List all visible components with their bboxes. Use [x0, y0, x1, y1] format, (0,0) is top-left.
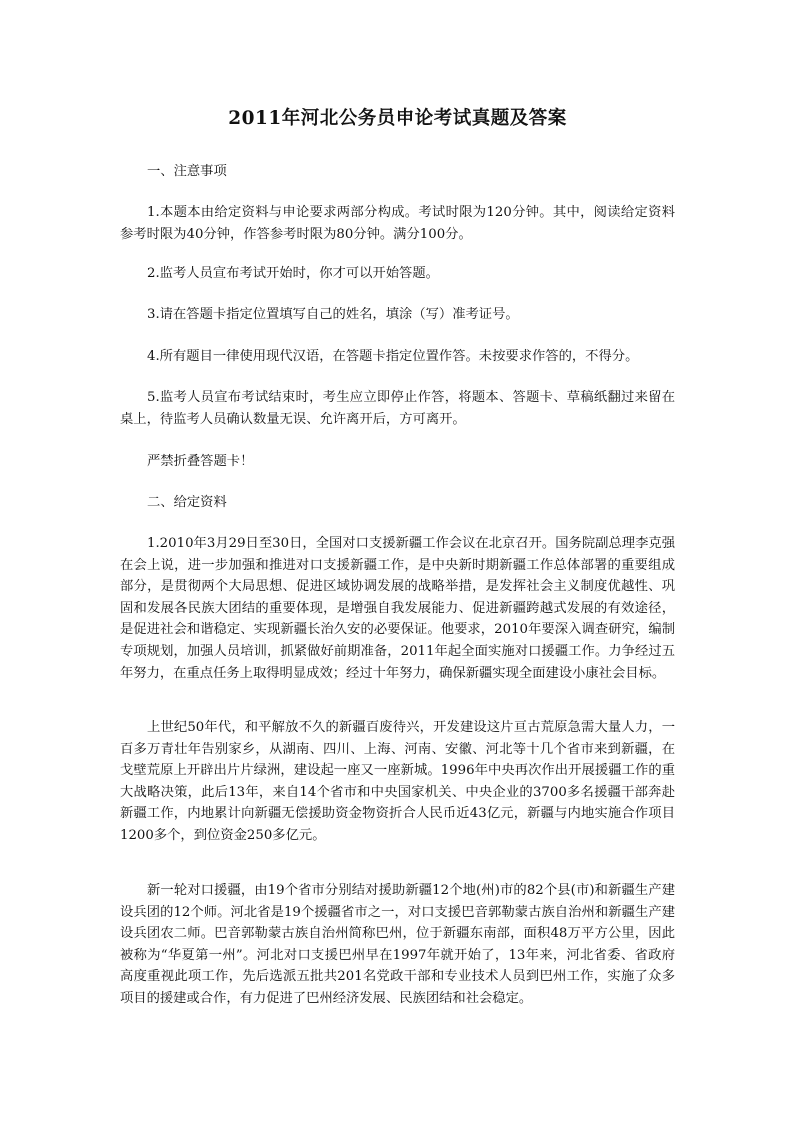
- material-paragraph-3: 新一轮对口援疆，由19个省市分别结对援助新疆12个地(州)市的82个县(市)和新疆生产建设兵团的12个师。河北省是19个援疆省市之一，对口支援巴音郭勒蒙古族自治州和新疆生产建设兵团农二师。巴音郭勒蒙古族自治州简称巴州，位于新疆东南部，面积48万平方公里，因此被称为“华夏第一州”。河北对口支援巴州早在1997年就开始了，13年来，河北省委、省政府高度重视此项工作，先后选派五批共201名党政干部和专业技术人员到巴州工作，实施了众多项目的援建或合作，有力促进了巴州经济发展、民族团结和社会稳定。: [120, 883, 675, 1006]
- material-paragraph-1: 1.2010年3月29日至30日，全国对口支援新疆工作会议在北京召开。国务院副总理李克强在会上说，进一步加强和推进对口支援新疆工作，是中央新时期新疆工作总体部署的重要组成部分，是贯彻两个大局思想、促进区域协调发展的战略举措，是发挥社会主义制度优越性、巩固和发展各民族大团结的重要体现，是增强自我发展能力、促进新疆跨越式发展的有效途径，是促进社会和谐稳定、实现新疆长治久安的必要保证。他要求，2010年要深入调查研究，编制专项规划，加强人员培训，抓紧做好前期准备，2011年起全面实施对口援疆工作。力争经过五年努力，在重点任务上取得明显成效；经过十年努力，确保新疆实现全面建设小康社会目标。: [120, 536, 675, 681]
- notice-3: 3.请在答题卡指定位置填写自己的姓名，填涂（写）准考证号。: [147, 307, 519, 322]
- notice-5: 5.监考人员宣布考试结束时，考生应立即停止作答，将题本、答题卡、草稿纸翻过来留在桌上，待监考人员确认数量无误、允许离开后，方可离开。: [120, 390, 675, 427]
- notice-2: 2.监考人员宣布考试开始时，你才可以开始答题。: [147, 266, 439, 281]
- material-paragraph-2: 上世纪50年代，和平解放不久的新疆百废待兴，开发建设这片亘古荒原急需大量人力，一百多万青壮年告别家乡，从湖南、四川、上海、河南、安徽、河北等十几个省市来到新疆，在戈壁荒原上开辟出片片绿洲，建设起一座又一座新城。1996年中央再次作出开展援疆工作的重大战略决策，此后13年，来自14个省市和中央国家机关、中央企业的3700多名援疆干部奔赴新疆工作，内地累计向新疆无偿援助资金物资折合人民币近43亿元，新疆与内地实施合作项目1200多个，到位资金250多亿元。: [120, 720, 675, 843]
- warning-text: 严禁折叠答题卡！: [147, 454, 254, 469]
- section-heading-notices: 一、注意事项: [147, 164, 227, 179]
- notice-1: 1.本题本由给定资料与申论要求两部分构成。考试时限为120分钟。其中，阅读给定资料参考时限为40分钟，作答参考时限为80分钟。满分100分。: [120, 205, 675, 242]
- section-heading-materials: 二、给定资料: [147, 495, 227, 510]
- notice-4: 4.所有题目一律使用现代汉语，在答题卡指定位置作答。未按要求作答的，不得分。: [147, 349, 639, 364]
- document-title: 2011年河北公务员申论考试真题及答案: [228, 108, 567, 129]
